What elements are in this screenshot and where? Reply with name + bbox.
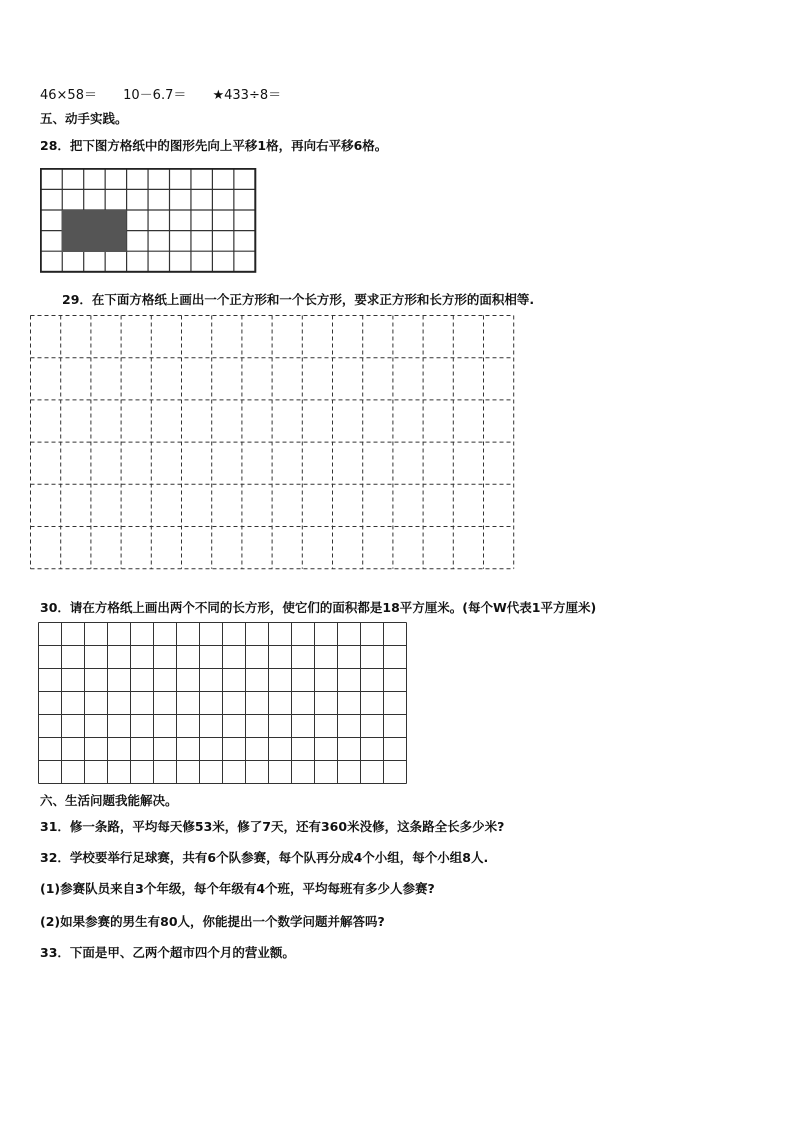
question-32-part-2: (2)如果参赛的男生有80人，你能提出一个数学问题并解答吗? [40,914,385,929]
question-28: 28．把下图方格纸中的图形先向上平移1格，再向右平移6格。 [40,138,388,153]
q28-shaded-shape [62,210,127,252]
section-5-heading: 五、动手实践。 [40,111,128,126]
q29-dashed-grid [30,315,516,571]
calc-item-2: 10－6.7＝ [123,88,187,103]
calc-item-3: ★433÷8＝ [212,88,282,103]
calc-item-1: 46×58＝ [40,88,97,103]
question-32: 32．学校要举行足球赛，共有6个队参赛，每个队再分成4个小组，每个小组8人. [40,850,489,865]
question-31: 31．修一条路，平均每天修53米，修了7天，还有360米没修，这条路全长多少米? [40,819,505,834]
section-6-heading: 六、生活问题我能解决。 [40,793,178,808]
question-29: 29．在下面方格纸上画出一个正方形和一个长方形，要求正方形和长方形的面积相等. [62,292,535,307]
q30-grid [38,622,410,786]
question-33: 33．下面是甲、乙两个超市四个月的营业额。 [40,945,295,960]
question-30: 30．请在方格纸上画出两个不同的长方形，使它们的面积都是18平方厘米。(每个W代表1平方厘米) [40,600,597,615]
q28-grid [40,168,258,274]
question-32-part-1: (1)参赛队员来自3个年级，每个年级有4个班，平均每班有多少人参赛? [40,881,435,896]
calculation-row [40,84,303,103]
